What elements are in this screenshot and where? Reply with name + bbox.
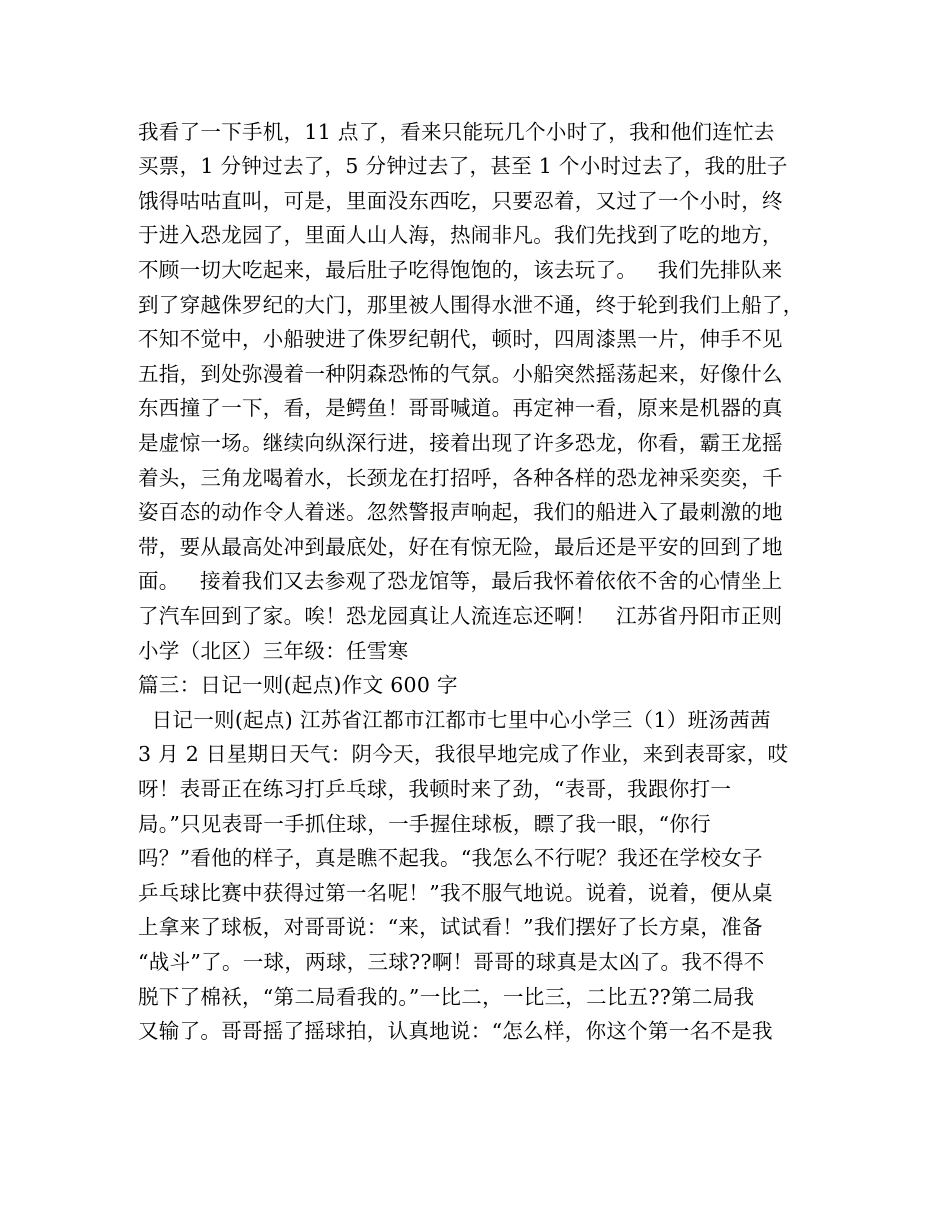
text-line: 我看了一下手机，11 点了，看来只能玩几个小时了，我和他们连忙去: [138, 120, 775, 144]
section-heading: 篇三：日记一则(起点)作文 600 字: [138, 673, 458, 697]
text-line: 3 月 2 日星期日天气：阴今天，我很早地完成了作业，来到表哥家，哎: [138, 742, 789, 766]
text-line: 五指，到处弥漫着一种阴森恐怖的气氛。小船突然摇荡起来，好像什么: [138, 362, 783, 386]
text-line: 是虚惊一场。继续向纵深行进，接着出现了许多恐龙，你看，霸王龙摇: [138, 431, 783, 455]
text-line: 东西撞了一下，看，是鳄鱼！哥哥喊道。再定神一看，原来是机器的真: [138, 396, 783, 420]
text-line: 买票，1 分钟过去了，5 分钟过去了，甚至 1 个小时过去了，我的肚子: [138, 154, 788, 178]
text-line: 到了穿越侏罗纪的大门，那里被人围得水泄不通，终于轮到我们上船了，: [138, 293, 804, 317]
text-line: 带，要从最高处冲到最底处，好在有惊无险，最后还是平安的回到了地: [138, 535, 783, 559]
text-line: 小学（北区）三年级：任雪寒: [138, 639, 409, 663]
text-line: 呀！表哥正在练习打乒乓球，我顿时来了劲，“表哥，我跟你打一: [138, 777, 732, 801]
text-line: 面。 接着我们又去参观了恐龙馆等，最后我怀着依依不舍的心情坐上: [138, 569, 783, 593]
text-line: 脱下了棉袄，“第二局看我的。”一比二，一比三，二比五??第二局我: [138, 985, 755, 1009]
text-line: 了汽车回到了家。唉！恐龙园真让人流连忘还啊！ 江苏省丹阳市正则: [138, 604, 783, 628]
text-line: 上拿来了球板，对哥哥说：“来，试试看！”我们摆好了长方桌，准备: [138, 915, 763, 939]
text-line: 乒乓球比赛中获得过第一名呢！”我不服气地说。说着，说着，便从桌: [138, 881, 773, 905]
text-line: 又输了。哥哥摇了摇球拍，认真地说：“怎么样，你这个第一名不是我: [138, 1019, 773, 1043]
text-line: 局。”只见表哥一手抓住球，一手握住球板，瞟了我一眼，“你行: [138, 812, 711, 836]
text-line: 于进入恐龙园了，里面人山人海，热闹非凡。我们先找到了吃的地方，: [138, 223, 783, 247]
text-line: 不知不觉中，小船驶进了侏罗纪朝代，顿时，四周漆黑一片，伸手不见: [138, 327, 783, 351]
text-line: 吗？”看他的样子，真是瞧不起我。“我怎么不行呢？我还在学校女子: [138, 846, 763, 870]
text-line: 日记一则(起点) 江苏省江都市江都市七里中心小学三（1）班汤茜茜: [138, 708, 771, 732]
text-line: 姿百态的动作令人着迷。忽然警报声响起，我们的船进入了最刺激的地: [138, 500, 783, 524]
text-line: 不顾一切大吃起来，最后肚子吃得饱饱的，该去玩了。 我们先排队来: [138, 258, 783, 282]
text-line: 着头，三角龙喝着水，长颈龙在打招呼，各种各样的恐龙神采奕奕，千: [138, 466, 783, 490]
text-line: 饿得咕咕直叫，可是，里面没东西吃，只要忍着，又过了一个小时，终: [138, 189, 783, 213]
text-line: “战斗”了。一球，两球，三球??啊！哥哥的球真是太凶了。我不得不: [138, 950, 765, 974]
